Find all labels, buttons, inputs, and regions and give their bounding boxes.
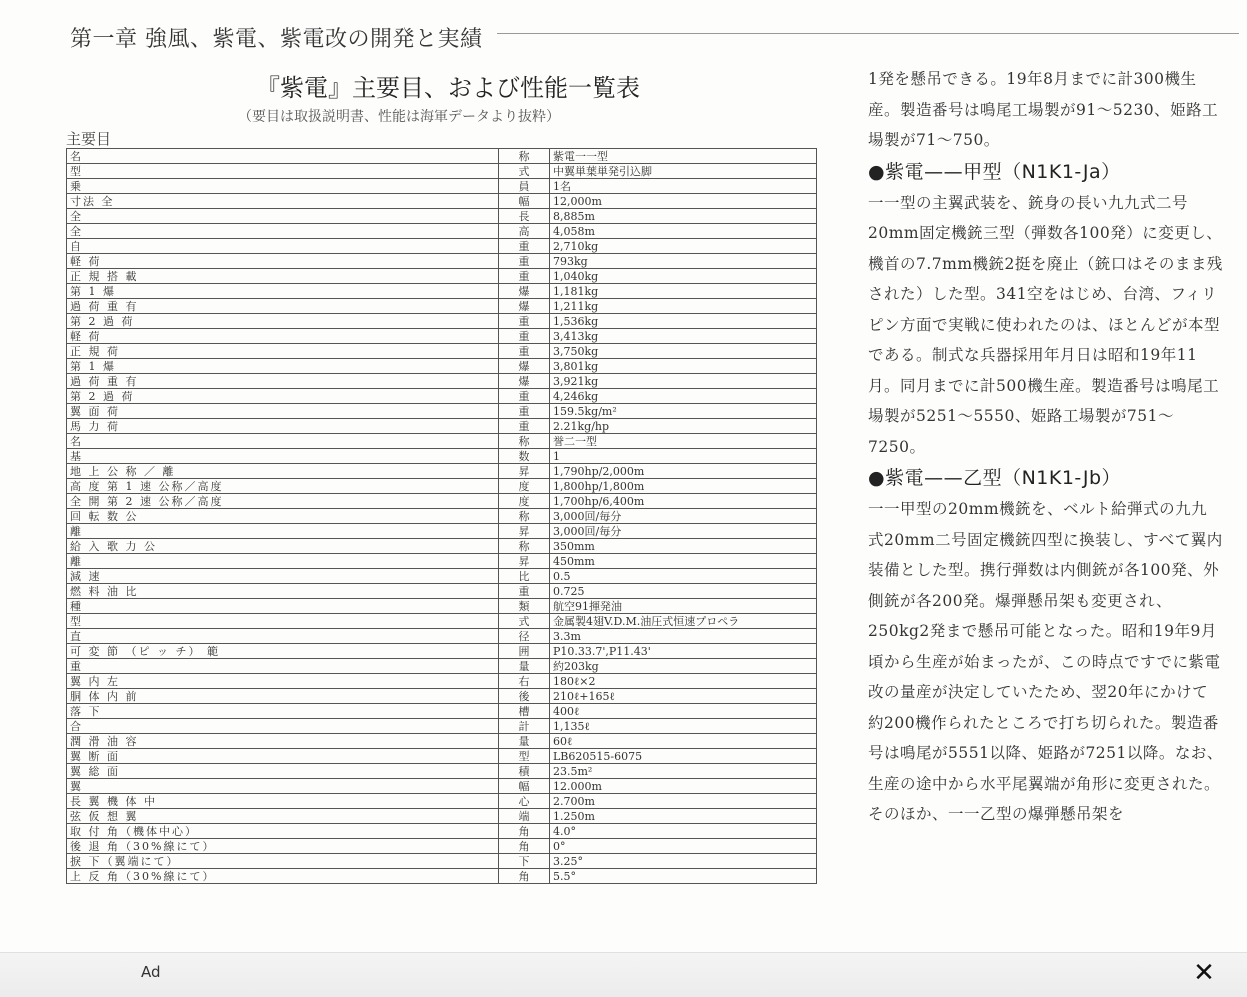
spec-name-cell: 全 開 第 2 速 公称／高度 <box>67 494 499 509</box>
spec-value-cell: 12,000m <box>550 194 817 209</box>
article-heading-ja: ●紫電——甲型（N1K1-Ja） <box>868 160 1121 183</box>
spec-unit-cell: 爆 <box>499 374 550 389</box>
spec-name-cell: 第 1 爆 <box>67 359 499 374</box>
spec-name-cell: 第 1 爆 <box>67 284 499 299</box>
spec-name-cell: 第 2 過 荷 <box>67 314 499 329</box>
spec-value-cell: 1,040kg <box>550 269 817 284</box>
spec-value-cell: P10.33.7',P11.43' <box>550 644 817 659</box>
table-row <box>67 854 817 869</box>
table-row <box>67 194 817 209</box>
spec-value-cell: 0° <box>550 839 817 854</box>
spec-unit-cell: 長 <box>499 209 550 224</box>
spec-name-cell: 高 度 第 1 速 公称／高度 <box>67 479 499 494</box>
table-row <box>67 734 817 749</box>
table-row <box>67 554 817 569</box>
spec-name-cell: 合 <box>67 719 499 734</box>
spec-name-cell: 正 規 搭 載 <box>67 269 499 284</box>
spec-name-cell: 弦 仮 想 翼 <box>67 809 499 824</box>
spec-value-cell: 約203kg <box>550 659 817 674</box>
spec-value-cell: 3,000回/毎分 <box>550 509 817 524</box>
table-row <box>67 359 817 374</box>
table-row <box>67 719 817 734</box>
spec-value-cell: 金属製4翅V.D.M.油圧式恒速プロペラ <box>550 614 817 629</box>
spec-value-cell: 1,181kg <box>550 284 817 299</box>
chapter-divider <box>497 33 1239 34</box>
spec-unit-cell: 高 <box>499 224 550 239</box>
spec-value-cell: 4,058m <box>550 224 817 239</box>
table-row <box>67 824 817 839</box>
spec-value-cell: 1名 <box>550 179 817 194</box>
spec-name-cell: 名 <box>67 434 499 449</box>
table-row <box>67 374 817 389</box>
spec-unit-cell: 量 <box>499 659 550 674</box>
spec-value-cell: 3,000回/毎分 <box>550 524 817 539</box>
spec-value-cell: 1,135ℓ <box>550 719 817 734</box>
spec-name-cell: 長 翼 機 体 中 <box>67 794 499 809</box>
table-row <box>67 269 817 284</box>
table-row <box>67 284 817 299</box>
spec-unit-cell: 重 <box>499 389 550 404</box>
spec-unit-cell: 数 <box>499 449 550 464</box>
table-row <box>67 464 817 479</box>
article-column <box>868 64 1223 830</box>
table-row <box>67 449 817 464</box>
spec-unit-cell: 重 <box>499 269 550 284</box>
spec-name-cell: 可 変 節 （ピ ッ チ） 範 <box>67 644 499 659</box>
spec-value-cell: 誉二一型 <box>550 434 817 449</box>
table-row <box>67 689 817 704</box>
table-row <box>67 794 817 809</box>
table-row <box>67 164 817 179</box>
spec-unit-cell: 重 <box>499 329 550 344</box>
spec-name-cell: 全 <box>67 209 499 224</box>
spec-unit-cell: 昇 <box>499 464 550 479</box>
spec-unit-cell: 心 <box>499 794 550 809</box>
spec-name-cell: 地 上 公 称 ／ 離 <box>67 464 499 479</box>
table-row <box>67 479 817 494</box>
spec-name-cell: 捩 下（翼端にて） <box>67 854 499 869</box>
spec-unit-cell: 径 <box>499 629 550 644</box>
spec-value-cell: 23.5m² <box>550 764 817 779</box>
table-subtitle: （要目は取扱説明書、性能は海軍データより抜粋） <box>238 109 560 125</box>
spec-unit-cell: 爆 <box>499 284 550 299</box>
spec-unit-cell: 角 <box>499 869 550 884</box>
article-body-ja: 一一型の主翼武装を、銃身の長い九九式二号20mm固定機銃三型（弾数各100発）に変更し、機首の7.7mm機銃2挺を廃止（銃口はそのまま残された）した型。341空をはじめ、台湾、フィリピン方面で実戦に使われたのは、ほとんどが本型である。制式な兵器採用年月日は昭和19年11月。同月までに計500機生産。製造番号は鳴尾工場製が5251～5550、姫路工場製が751～7250。 <box>868 193 1223 456</box>
spec-name-cell: 取 付 角（機体中心） <box>67 824 499 839</box>
table-row <box>67 179 817 194</box>
spec-value-cell: 3.25° <box>550 854 817 869</box>
spec-name-cell: 正 規 荷 <box>67 344 499 359</box>
spec-value-cell: 紫電一一型 <box>550 149 817 164</box>
article-intro: 1発を懸吊できる。19年8月までに計300機生産。製造番号は鳴尾工場製が91～5230、姫路工場製が71～750。 <box>868 70 1219 149</box>
spec-unit-cell: 称 <box>499 149 550 164</box>
spec-value-cell: 180ℓ×2 <box>550 674 817 689</box>
table-row <box>67 599 817 614</box>
spec-name-cell: 給 入 歌 力 公 <box>67 539 499 554</box>
spec-value-cell: 2.21kg/hp <box>550 419 817 434</box>
spec-name-cell: 重 <box>67 659 499 674</box>
table-row <box>67 224 817 239</box>
spec-value-cell: 0.5 <box>550 569 817 584</box>
article-heading-jb: ●紫電——乙型（N1K1-Jb） <box>868 467 1122 489</box>
spec-value-cell: 5.5° <box>550 869 817 884</box>
table-row <box>67 254 817 269</box>
table-row <box>67 524 817 539</box>
spec-unit-cell: 囲 <box>499 644 550 659</box>
spec-table <box>66 148 817 884</box>
table-row <box>67 764 817 779</box>
table-row <box>67 569 817 584</box>
spec-value-cell: 航空91揮発油 <box>550 599 817 614</box>
table-row <box>67 434 817 449</box>
spec-value-cell: 0.725 <box>550 584 817 599</box>
spec-unit-cell: 度 <box>499 494 550 509</box>
spec-name-cell: 胴 体 内 前 <box>67 689 499 704</box>
spec-unit-cell: 重 <box>499 344 550 359</box>
table-row <box>67 674 817 689</box>
spec-unit-cell: 端 <box>499 809 550 824</box>
table-row <box>67 344 817 359</box>
spec-value-cell: 1,211kg <box>550 299 817 314</box>
article-body-jb: 一一甲型の20mm機銃を、ベルト給弾式の九九式20mm二号固定機銃四型に換装し、すべて翼内装備とした型。携行弾数は内側銃が各100発、外側銃が各200発。爆弾懸吊架も変更され、250kg2発まで懸吊可能となった。昭和19年9月頃から生産が始まったが、この時点ですでに紫電改の量産が決定していたため、翌20年にかけて約200機作られたところで打ち切られた。製造番号は鳴尾が5551以降、姫路が7251以降。なお、生産の途中から水平尾翼端が角形に変更された。 <box>868 500 1223 793</box>
spec-name-cell: 過 荷 重 有 <box>67 374 499 389</box>
spec-unit-cell: 昇 <box>499 524 550 539</box>
spec-unit-cell: 幅 <box>499 194 550 209</box>
spec-value-cell: 3,921kg <box>550 374 817 389</box>
spec-value-cell: 4.0° <box>550 824 817 839</box>
spec-unit-cell: 計 <box>499 719 550 734</box>
table-row <box>67 389 817 404</box>
table-row <box>67 779 817 794</box>
table-row <box>67 749 817 764</box>
spec-name-cell: 後 退 角（30%線にて） <box>67 839 499 854</box>
spec-unit-cell: 重 <box>499 404 550 419</box>
spec-name-cell: 離 <box>67 554 499 569</box>
spec-unit-cell: 重 <box>499 584 550 599</box>
spec-value-cell: 1,800hp/1,800m <box>550 479 817 494</box>
spec-name-cell: 直 <box>67 629 499 644</box>
spec-value-cell: 159.5kg/m² <box>550 404 817 419</box>
spec-name-cell: 落 下 <box>67 704 499 719</box>
spec-name-cell: 寸法 全 <box>67 194 499 209</box>
spec-value-cell: 3,801kg <box>550 359 817 374</box>
spec-value-cell: 中翼単葉単発引込脚 <box>550 164 817 179</box>
close-icon[interactable]: ✕ <box>1193 958 1215 988</box>
table-row <box>67 404 817 419</box>
spec-value-cell: 350mm <box>550 539 817 554</box>
spec-value-cell: 210ℓ+165ℓ <box>550 689 817 704</box>
spec-name-cell: 馬 力 荷 <box>67 419 499 434</box>
spec-unit-cell: 重 <box>499 254 550 269</box>
article-tail: そのほか、一一乙型の爆弾懸吊架を <box>868 805 1125 823</box>
section-label: 主要目 <box>66 130 112 148</box>
spec-unit-cell: 称 <box>499 509 550 524</box>
spec-unit-cell: 幅 <box>499 779 550 794</box>
spec-name-cell: 減 速 <box>67 569 499 584</box>
spec-name-cell: 上 反 角（30%線にて） <box>67 869 499 884</box>
spec-name-cell: 軽 荷 <box>67 329 499 344</box>
table-row <box>67 329 817 344</box>
spec-name-cell: 燃 料 油 比 <box>67 584 499 599</box>
spec-name-cell: 基 <box>67 449 499 464</box>
spec-name-cell: 潤 滑 油 容 <box>67 734 499 749</box>
spec-unit-cell: 右 <box>499 674 550 689</box>
spec-name-cell: 第 2 過 荷 <box>67 389 499 404</box>
spec-name-cell: 型 <box>67 164 499 179</box>
table-row <box>67 209 817 224</box>
spec-table-body <box>67 149 817 884</box>
spec-name-cell: 全 <box>67 224 499 239</box>
table-row <box>67 314 817 329</box>
spec-name-cell: 翼 面 荷 <box>67 404 499 419</box>
table-row <box>67 494 817 509</box>
spec-unit-cell: 角 <box>499 824 550 839</box>
table-row <box>67 809 817 824</box>
spec-value-cell: 3.3m <box>550 629 817 644</box>
spec-name-cell: 過 荷 重 有 <box>67 299 499 314</box>
spec-unit-cell: 重 <box>499 239 550 254</box>
spec-unit-cell: 比 <box>499 569 550 584</box>
spec-value-cell: 8,885m <box>550 209 817 224</box>
table-row <box>67 239 817 254</box>
spec-value-cell: LB620515-6075 <box>550 749 817 764</box>
spec-name-cell: 軽 荷 <box>67 254 499 269</box>
table-row <box>67 539 817 554</box>
spec-unit-cell: 員 <box>499 179 550 194</box>
spec-name-cell: 自 <box>67 239 499 254</box>
spec-value-cell: 1,700hp/6,400m <box>550 494 817 509</box>
table-row <box>67 584 817 599</box>
spec-name-cell: 種 <box>67 599 499 614</box>
table-title: 『紫電』主要目、および性能一覧表 <box>256 74 640 102</box>
spec-unit-cell: 重 <box>499 314 550 329</box>
spec-name-cell: 名 <box>67 149 499 164</box>
spec-value-cell: 3,413kg <box>550 329 817 344</box>
spec-value-cell: 2,710kg <box>550 239 817 254</box>
chapter-title: 第一章 強風、紫電、紫電改の開発と実績 <box>70 27 483 52</box>
spec-value-cell: 400ℓ <box>550 704 817 719</box>
table-row <box>67 659 817 674</box>
spec-value-cell: 1,790hp/2,000m <box>550 464 817 479</box>
spec-value-cell: 1.250m <box>550 809 817 824</box>
table-row <box>67 869 817 884</box>
ad-banner[interactable] <box>0 952 1247 997</box>
spec-unit-cell: 積 <box>499 764 550 779</box>
spec-unit-cell: 重 <box>499 419 550 434</box>
spec-name-cell: 回 転 数 公 <box>67 509 499 524</box>
spec-unit-cell: 昇 <box>499 554 550 569</box>
spec-value-cell: 1 <box>550 449 817 464</box>
spec-name-cell: 乗 <box>67 179 499 194</box>
spec-name-cell: 翼 内 左 <box>67 674 499 689</box>
spec-name-cell: 型 <box>67 614 499 629</box>
table-row <box>67 644 817 659</box>
spec-unit-cell: 量 <box>499 734 550 749</box>
spec-value-cell: 12.000m <box>550 779 817 794</box>
spec-unit-cell: 爆 <box>499 299 550 314</box>
spec-unit-cell: 類 <box>499 599 550 614</box>
spec-name-cell: 翼 <box>67 779 499 794</box>
spec-unit-cell: 下 <box>499 854 550 869</box>
spec-unit-cell: 称 <box>499 434 550 449</box>
table-row <box>67 839 817 854</box>
spec-unit-cell: 爆 <box>499 359 550 374</box>
table-row <box>67 419 817 434</box>
spec-value-cell: 1,536kg <box>550 314 817 329</box>
table-row <box>67 149 817 164</box>
table-row <box>67 614 817 629</box>
table-row <box>67 704 817 719</box>
spec-name-cell: 翼 総 面 <box>67 764 499 779</box>
table-row <box>67 299 817 314</box>
spec-value-cell: 450mm <box>550 554 817 569</box>
spec-name-cell: 翼 断 面 <box>67 749 499 764</box>
spec-unit-cell: 式 <box>499 614 550 629</box>
spec-value-cell: 60ℓ <box>550 734 817 749</box>
spec-unit-cell: 槽 <box>499 704 550 719</box>
spec-unit-cell: 角 <box>499 839 550 854</box>
spec-value-cell: 3,750kg <box>550 344 817 359</box>
spec-unit-cell: 度 <box>499 479 550 494</box>
ad-label: Ad <box>141 963 161 981</box>
spec-unit-cell: 型 <box>499 749 550 764</box>
spec-unit-cell: 式 <box>499 164 550 179</box>
spec-value-cell: 793kg <box>550 254 817 269</box>
spec-unit-cell: 後 <box>499 689 550 704</box>
table-row <box>67 629 817 644</box>
table-row <box>67 509 817 524</box>
spec-value-cell: 4,246kg <box>550 389 817 404</box>
spec-unit-cell: 称 <box>499 539 550 554</box>
spec-name-cell: 離 <box>67 524 499 539</box>
spec-value-cell: 2.700m <box>550 794 817 809</box>
